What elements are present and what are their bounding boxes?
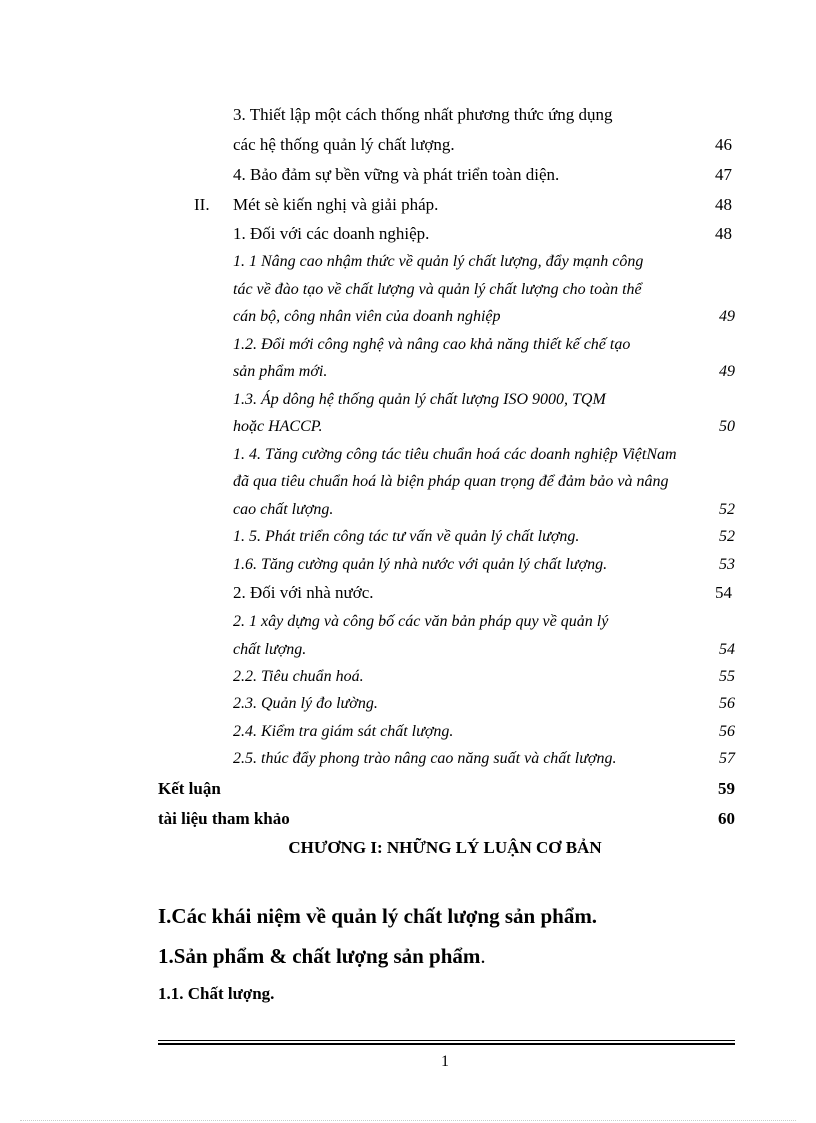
toc-entry (0, 165, 816, 187)
section-heading: I.Các khái niệm về quản lý chất lượng sản phẩm. (158, 904, 598, 928)
toc-entry (0, 527, 816, 549)
toc-entry-text: 1. Đối với các doanh nghiệp. (233, 224, 430, 243)
toc-entry (0, 555, 816, 577)
toc-entry (0, 694, 816, 716)
toc-entry-page: 49 (719, 363, 735, 380)
toc-entry-page: 52 (719, 501, 735, 518)
toc-entry-text: Kết luận (158, 779, 221, 798)
toc-entry-page: 46 (715, 135, 732, 154)
toc-entry-text: 1.6. Tăng cường quản lý nhà nước với quản lý chất lượng. (233, 556, 608, 573)
toc-entry (0, 280, 816, 302)
toc-entry-page: 50 (719, 418, 735, 435)
toc-entry (0, 583, 816, 605)
toc-entry-page: 56 (719, 695, 735, 712)
subsection-heading (158, 943, 486, 969)
toc-entry (0, 417, 816, 439)
toc-entry-page: 52 (719, 528, 735, 545)
toc-entry-page: 49 (719, 308, 735, 325)
subsubsection-heading: 1.1. Chất lượng. (158, 984, 275, 1003)
toc-entry-text: sản phẩm mới. (233, 363, 328, 380)
toc-entry (0, 135, 816, 157)
toc-entry (0, 390, 816, 412)
toc-entry-text: tài liệu tham khảo (158, 809, 290, 828)
toc-entry-page: 48 (715, 224, 732, 243)
toc-entry-page: 53 (719, 556, 735, 573)
toc-entry-text: 2.4. Kiểm tra giám sát chất lượng. (233, 723, 454, 740)
toc-entry-text: 4. Bảo đảm sự bền vững và phát triển toàn diện. (233, 165, 560, 184)
toc-entry-text: các hệ thống quản lý chất lượng. (233, 135, 455, 154)
toc-entry (0, 667, 816, 689)
toc-entry (0, 445, 816, 467)
toc-entry (0, 307, 816, 329)
toc-entry-text: 2. Đối với nhà nước. (233, 583, 374, 602)
toc-entry-text: 1. 4. Tăng cường công tác tiêu chuẩn hoá các doanh nghiệp ViệtNam (233, 446, 677, 463)
toc-entry (0, 749, 816, 771)
toc-entry-page: 47 (715, 165, 732, 184)
toc-entry-page: 57 (719, 750, 735, 767)
toc-entry-text: hoặc HACCP. (233, 418, 323, 435)
toc-entry-roman: II. (194, 195, 210, 214)
toc-entry (0, 809, 816, 831)
footer-rule-bottom (158, 1043, 735, 1045)
toc-entry-text: chất lượng. (233, 641, 307, 658)
toc-entry-page: 56 (719, 723, 735, 740)
toc-entry-text: tác về đào tạo về chất lượng và quản lý chất lượng cho toàn thể (233, 281, 642, 298)
toc-entry-text: 3. Thiết lập một cách thống nhất phương thức ứng dụng (233, 105, 613, 124)
toc-entry-text: cao chất lượng. (233, 501, 334, 518)
toc-entry-text: 1. 5. Phát triển công tác tư vấn về quản lý chất lượng. (233, 528, 580, 545)
toc-entry (0, 105, 816, 127)
subsection-title: 1.Sản phẩm & chất lượng sản phẩm (158, 944, 481, 968)
subsection-dot: . (480, 944, 486, 968)
toc-entry (0, 640, 816, 662)
toc-entry (0, 224, 816, 246)
toc-entry-text: 2. 1 xây dựng và công bố các văn bản pháp quy về quản lý (233, 613, 609, 630)
toc-entry-text: 2.5. thúc đẩy phong trào nâng cao năng suất và chất lượng. (233, 750, 617, 767)
toc-entry-page: 54 (715, 583, 732, 602)
toc-entry-page: 55 (719, 668, 735, 685)
toc-entry-text: Mét sè kiến nghị và giải pháp. (233, 195, 439, 214)
page-edge-divider (20, 1120, 796, 1121)
footer-rule-top (158, 1040, 735, 1041)
toc-entry-text: 2.2. Tiêu chuẩn hoá. (233, 668, 364, 685)
toc-entry (0, 362, 816, 384)
toc-entry (0, 722, 816, 744)
toc-entry (0, 500, 816, 522)
page-number: 1 (441, 1053, 449, 1070)
toc-entry-text: cán bộ, công nhân viên của doanh nghiệp (233, 308, 501, 325)
toc-entry-page: 60 (718, 809, 735, 828)
toc-entry-text: 1.3. Áp dông hệ thống quản lý chất lượng ISO 9000, TQM (233, 391, 606, 408)
toc-entry (0, 779, 816, 801)
toc-entry (0, 195, 816, 217)
toc-entry (0, 252, 816, 274)
chapter-title: CHƯƠNG I: NHỮNG LÝ LUẬN CƠ BẢN (288, 838, 602, 857)
toc-entry (0, 335, 816, 357)
toc-entry-text: đã qua tiêu chuẩn hoá là biện pháp quan trọng để đảm bảo và nâng (233, 473, 669, 490)
toc-entry-text: 1. 1 Nâng cao nhậm thức về quản lý chất lượng, đẩy mạnh công (233, 253, 644, 270)
toc-entry (0, 472, 816, 494)
toc-entry (0, 612, 816, 634)
toc-entry-page: 59 (718, 779, 735, 798)
toc-entry-page: 48 (715, 195, 732, 214)
toc-entry-text: 2.3. Quản lý đo lường. (233, 695, 378, 712)
toc-entry-text: 1.2. Đổi mới công nghệ và nâng cao khả năng thiết kế chế tạo (233, 336, 631, 353)
toc-entry-page: 54 (719, 641, 735, 658)
